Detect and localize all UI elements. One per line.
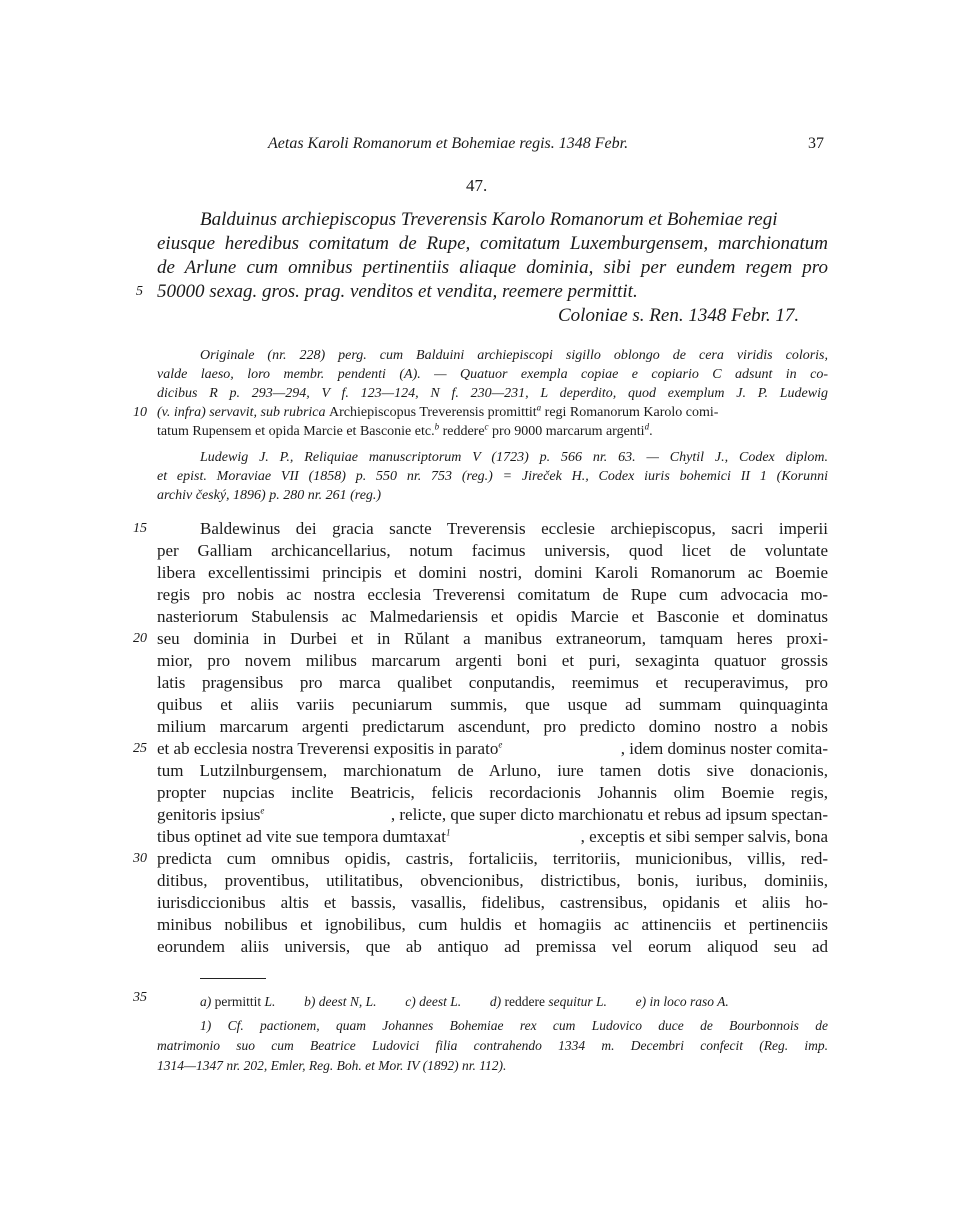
- document-number: 47.: [466, 176, 488, 195]
- footnote-label: d): [489, 994, 502, 1009]
- bibliography-line: archiv český, 1896) p. 280 nr. 261 (reg.): [157, 488, 382, 503]
- text-line: Baldewinus dei gracia sancte Treverensis ecclesie archiepiscopus, sacri imperii: [200, 519, 828, 538]
- variant-footnotes: [200, 992, 729, 1012]
- footnote-text: in loco raso A.: [646, 994, 729, 1009]
- footnote-text: deest N, L.: [315, 994, 377, 1009]
- line-number: 30: [133, 851, 147, 866]
- footnote-text: L.: [264, 994, 276, 1009]
- text-line: [157, 738, 828, 760]
- apparatus-roman: .: [649, 424, 653, 439]
- text-line: nasteriorum Stabulensis ac Malmedariensis et opidis Marcie et Basconie et dominatus: [157, 607, 828, 626]
- text-line: [157, 804, 828, 826]
- apparatus-roman: reddere: [439, 424, 485, 439]
- text-line: mior, pro novem milibus marcarum argenti boni et puri, sexaginta quatuor grossis: [157, 651, 828, 670]
- footnote-marker: b: [434, 421, 440, 432]
- text-line: latis pragensibus pro marca qualibet conputandis, reemimus et recuperavimus, pro: [157, 673, 828, 692]
- apparatus-line: dicibus R p. 293—294, V f. 123—124, N f. 230—231, L deperdito, quod exemplum J. P. Ludewig: [157, 386, 828, 401]
- line-number: 35: [133, 990, 147, 1005]
- page-number: 37: [808, 135, 824, 152]
- text-segment: genitoris ipsius$^e$: [157, 805, 265, 824]
- bibliography-line: Ludewig J. P., Reliquiae manuscriptorum V (1723) p. 566 nr. 63. — Chytil J., Codex diplom.: [200, 450, 828, 465]
- text-line: propter nupcias inclite Beatricis, felicis recordacionis Johannis olim Boemie regis,: [157, 783, 828, 802]
- footnote-text: deest L.: [415, 994, 462, 1009]
- footnote-label: e): [635, 994, 647, 1009]
- text-line: [157, 826, 828, 848]
- text-segment: et ab ecclesia nostra Treverensi expositis in parato$^e$: [157, 739, 503, 758]
- text-segment: , relicte, que super dicto marchionatu et rebus ad ipsum spectan-: [390, 805, 828, 824]
- regest-line: de Arlune cum omnibus pertinentiis aliaque dominia, sibi per eundem regem pro: [157, 257, 828, 278]
- apparatus-line: valde laeso, loro membr. pendenti (A). — Quatuor exempla copiae e copiario C adsunt in co-: [157, 367, 828, 382]
- note-line: matrimonio suo cum Beatrice Ludovici filia contrahendo 1334 m. Decembri confecit (Reg. imp.: [157, 1038, 828, 1053]
- regest-line: Balduinus archiepiscopus Treverensis Karolo Romanorum et Bohemiae regi: [200, 209, 778, 230]
- line-number: 5: [136, 284, 143, 299]
- footnote-text: reddere: [501, 994, 549, 1009]
- apparatus-line: [157, 403, 828, 422]
- footnote-marker: c: [484, 421, 489, 432]
- footnote-marker: e: [260, 805, 265, 816]
- apparatus-line: [157, 422, 653, 441]
- line-number: 10: [133, 405, 147, 420]
- footnote-marker: a: [536, 402, 542, 413]
- text-segment: tibus optinet ad vite sue tempora dumtaxat$^1$: [157, 827, 451, 846]
- text-line: per Galliam archicancellarius, notum facimus universis, quod licet de voluntate: [157, 541, 828, 560]
- text-line: quibus et aliis variis pecuniarum summis, que usque ad summam quinquaginta: [157, 695, 828, 714]
- apparatus-line: Originale (nr. 228) perg. cum Balduini archiepiscopi sigillo oblongo de cera viridis coloris,: [200, 348, 828, 363]
- footnote-label: a): [200, 994, 212, 1009]
- footnote-label: b): [304, 994, 316, 1009]
- footnote-text: permittit: [211, 994, 265, 1009]
- regest-line: eiusque heredibus comitatum de Rupe, comitatum Luxemburgensem, marchionatum: [157, 233, 828, 254]
- footnote-rule: [200, 978, 266, 979]
- line-number: 20: [133, 631, 147, 646]
- apparatus-roman: pro 9000 marcarum argenti: [488, 424, 645, 439]
- note-line: 1) Cf. pactionem, quam Johannes Bohemiae rex cum Ludovico duce de Bourbonnois de: [200, 1018, 828, 1033]
- place-date: Coloniae s. Ren. 1348 Febr. 17.: [558, 305, 800, 326]
- footnote-ref: 1: [445, 827, 451, 838]
- apparatus-roman: regi Romanorum Karolo comi-: [541, 405, 719, 420]
- text-segment: , idem dominus noster comita-: [620, 739, 828, 758]
- line-number: 25: [133, 741, 147, 756]
- apparatus-roman: Archiepiscopus Treverensis promittit: [329, 405, 537, 420]
- text-line: libera excellentissimi principis et domini nostri, domini Karoli Romanorum ac Boemie: [157, 563, 828, 582]
- text-segment: , exceptis et sibi semper salvis, bona: [580, 827, 828, 846]
- text-line: iurisdiccionibus altis et bassis, vasallis, fidelibus, castrensibus, opidanis et aliis ho-: [157, 893, 828, 912]
- text-line: seu dominia in Durbei et in Rŭlant a manibus extraneorum, tamquam heres proxi-: [157, 629, 828, 648]
- text-line: tum Lutzilnburgensem, marchionatum de Arluno, iure tamen dotis sive donacionis,: [157, 761, 828, 780]
- text-line: minibus nobilibus et ignobilibus, cum huldis et homagiis ac attinenciis et pertinenciis: [157, 915, 828, 934]
- regest-line: 50000 sexag. gros. prag. venditos et vendita, reemere permittit.: [157, 281, 638, 302]
- running-title: Aetas Karoli Romanorum et Bohemiae regis. 1348 Febr.: [268, 135, 629, 152]
- footnote-marker: e: [498, 739, 503, 750]
- apparatus-roman: tatum Rupensem et opida Marcie et Basconie etc.: [157, 424, 435, 439]
- text-line: eorundem aliis universis, que ab antiquo ad premissa vel eorum aliquod seu ad: [157, 937, 828, 956]
- footnote-text: sequitur L.: [548, 994, 607, 1009]
- footnote-label: c): [405, 994, 416, 1009]
- footnote-marker: d: [644, 421, 650, 432]
- text-line: predicta cum omnibus opidis, castris, fortaliciis, territoriis, municionibus, villis, red-: [157, 849, 828, 868]
- line-number: 15: [133, 521, 147, 536]
- note-line: 1314—1347 nr. 202, Emler, Reg. Boh. et Mor. IV (1892) nr. 112).: [157, 1058, 507, 1073]
- apparatus-italic: (v. infra) servavit, sub rubrica: [157, 405, 329, 420]
- text-line: milium marcarum argenti predictarum ascendunt, pro predicto domino nostro a nobis: [157, 717, 828, 736]
- text-line: ditibus, proventibus, utilitatibus, obvencionibus, districtibus, bonis, iuribus, dominiis,: [157, 871, 828, 890]
- text-line: regis pro nobis ac nostra ecclesia Treverensi comitatum de Rupe cum advocacia mo-: [157, 585, 828, 604]
- bibliography-line: et epist. Moraviae VII (1858) p. 550 nr. 753 (reg.) = Jireček H., Codex iuris bohemici II 1 (Korunni: [157, 469, 828, 484]
